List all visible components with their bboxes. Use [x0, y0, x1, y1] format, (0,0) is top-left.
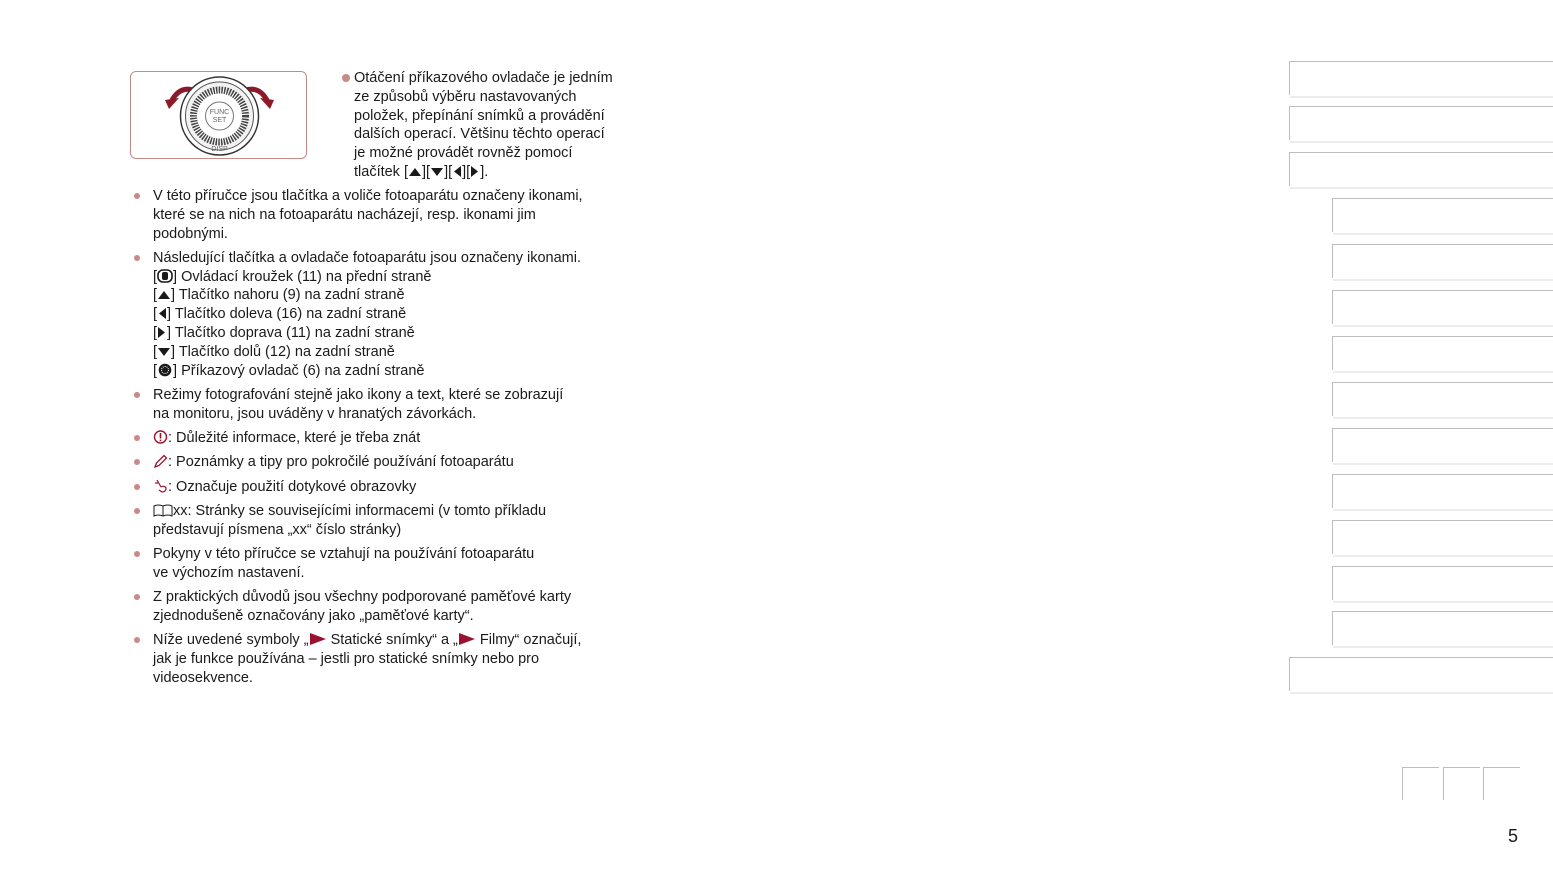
control-dial-illustration — [130, 71, 307, 159]
bullet-dot — [134, 459, 140, 465]
nav-button[interactable] — [1483, 767, 1520, 800]
control-ring-icon — [157, 269, 173, 283]
nav-tab[interactable] — [1289, 61, 1553, 95]
bullet-dot — [134, 392, 140, 398]
nav-subtab[interactable] — [1332, 566, 1553, 600]
bullet-dot — [134, 484, 140, 490]
bullet-dot — [134, 508, 140, 514]
down-button-icon — [157, 346, 171, 358]
list-item: : Označuje použití dotykové obrazovky — [134, 478, 654, 497]
book-icon — [153, 503, 173, 517]
nav-tab[interactable] — [1289, 657, 1553, 691]
left-button-icon — [452, 165, 462, 178]
nav-subtab[interactable] — [1332, 198, 1553, 232]
bullet-dot — [342, 74, 350, 82]
control-dial-icon — [157, 363, 173, 377]
page-number: 5 — [1508, 826, 1519, 846]
nav-subtab[interactable] — [1332, 474, 1553, 508]
nav-button[interactable] — [1443, 767, 1480, 800]
nav-subtab[interactable] — [1332, 520, 1553, 554]
nav-button[interactable] — [1402, 767, 1439, 800]
list-item: xx: Stránky se souvisejícími informacemi (v tomto příkladu představují písmena „xx“ číslo stránky) — [134, 502, 654, 540]
dial-label-set: SET — [212, 117, 227, 124]
dial-label-disp: DISP — [211, 146, 228, 153]
bullet-list — [134, 187, 654, 693]
list-item: Následující tlačítka a ovladače fotoaparátu jsou označeny ikonami. [ ] Ovládací kroužek (11) na přední straně [ ] Tlačítko nahoru (9) na zadní straně [ ] Tlačítko doleva (16) na zadní straně [ ] Tlačítko doprava (11) na zadní straně [ ] Tlačítko dolů (12) na zadní straně [ ] Příkazový ovladač (6) na zadní straně — [134, 249, 654, 381]
touch-icon — [153, 479, 168, 493]
dial-description — [341, 69, 641, 187]
nav-tab[interactable] — [1289, 152, 1553, 186]
nav-tab[interactable] — [1289, 106, 1553, 140]
list-item: Otáčení příkazového ovladače je jedním ze způsobů výběru nastavovaných položek, přepínání snímků a provádění dalších operací. Většinu těchto operací je možné provádět rovněž pomocí tlačítek [ ][ ][ ][ ]. — [341, 69, 641, 182]
bullet-dot — [134, 435, 140, 441]
list-item: : Důležité informace, které je třeba znát — [134, 429, 654, 448]
nav-subtab[interactable] — [1332, 611, 1553, 645]
nav-subtab[interactable] — [1332, 382, 1553, 416]
list-item: : Poznámky a tipy pro pokročilé používání fotoaparátu — [134, 453, 654, 472]
right-button-icon — [157, 326, 167, 339]
nav-subtab[interactable] — [1332, 244, 1553, 278]
list-item: Z praktických důvodů jsou všechny podporované paměťové karty zjednodušeně označovány jako „paměťové karty“. — [134, 588, 654, 626]
dial-label-func: FUNC — [209, 109, 230, 116]
nav-subtab[interactable] — [1332, 290, 1553, 324]
list-item: V této příručce jsou tlačítka a voliče fotoaparátu označeny ikonami, které se na nich na fotoaparátu nacházejí, resp. ikonami jim podobnými. — [134, 187, 654, 243]
nav-subtab[interactable] — [1332, 336, 1553, 370]
down-button-icon — [430, 166, 444, 178]
right-button-icon — [470, 165, 480, 178]
list-item: Pokyny v této příručce se vztahují na používání fotoaparátu ve výchozím nastavení. — [134, 545, 654, 583]
up-button-icon — [157, 289, 171, 301]
bullet-dot — [134, 551, 140, 557]
bullet-dot — [134, 637, 140, 643]
play-icon — [458, 632, 476, 646]
list-item: Režimy fotografování stejně jako ikony a text, které se zobrazují na monitoru, jsou uváděny v hranatých závorkách. — [134, 386, 654, 424]
play-icon — [309, 632, 327, 646]
left-button-icon — [157, 307, 167, 320]
pencil-icon — [153, 454, 168, 468]
nav-subtab[interactable] — [1332, 428, 1553, 462]
up-button-icon — [408, 166, 422, 178]
bullet-dot — [134, 193, 140, 199]
important-icon — [153, 430, 168, 444]
bullet-dot — [134, 255, 140, 261]
bullet-dot — [134, 594, 140, 600]
list-item: Níže uvedené symboly „ Statické snímky“ a „ Filmy“ označují, jak je funkce používána – jestli pro statické snímky nebo pro videosekvence. — [134, 631, 654, 687]
